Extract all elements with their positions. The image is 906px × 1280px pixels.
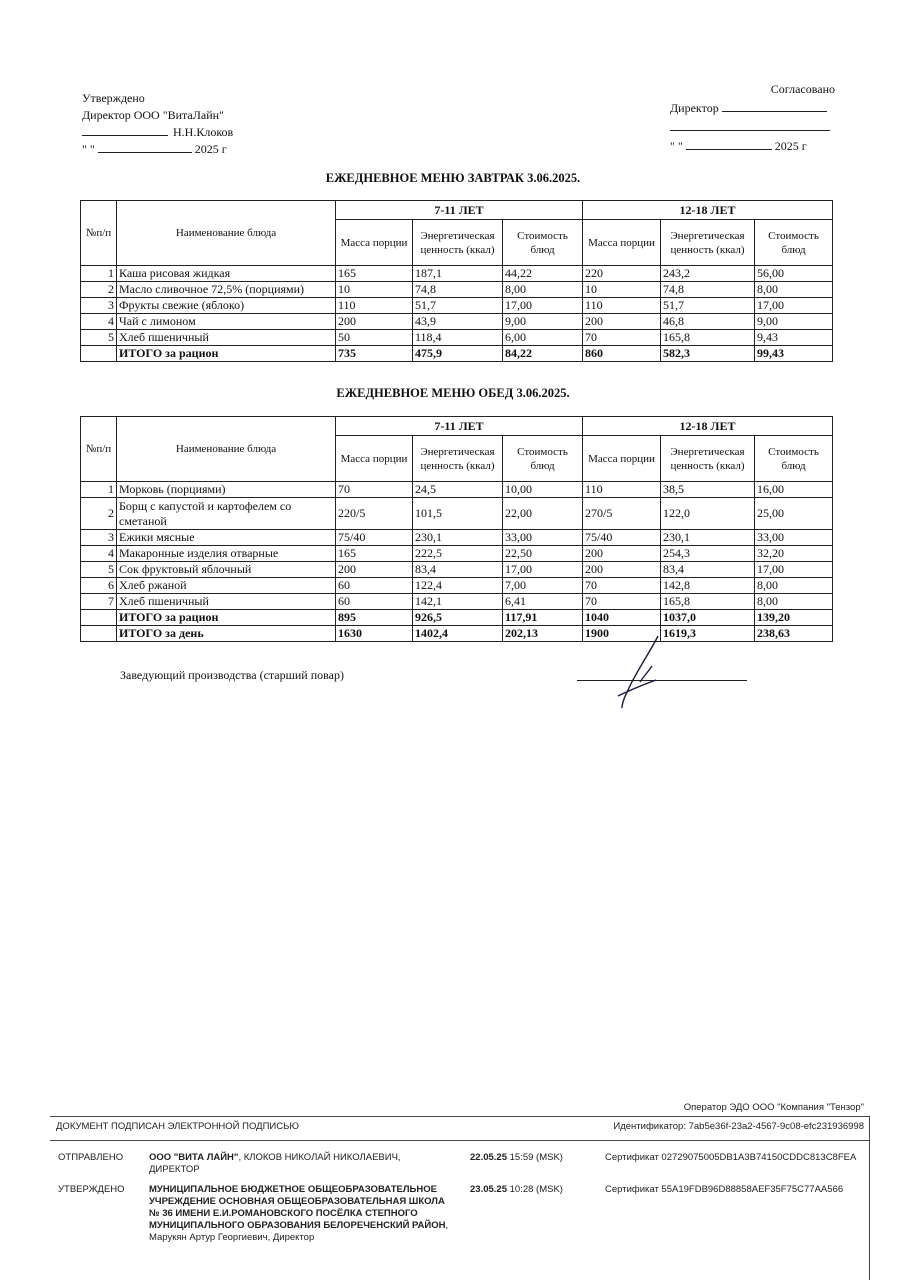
mass-12-18: 200 xyxy=(583,562,661,578)
table-row xyxy=(81,282,833,298)
date-line-left xyxy=(82,141,233,158)
mass-7-11: 200 xyxy=(336,562,413,578)
energy-7-11: 118,4 xyxy=(413,330,503,346)
divider xyxy=(869,1116,870,1280)
dish-name: Масло сливочное 72,5% (порциями) xyxy=(117,282,336,298)
col-energy-header: Энергетическая ценность (ккал) xyxy=(413,220,503,266)
dish-name: Фрукты свежие (яблоко) xyxy=(117,298,336,314)
table-row xyxy=(81,330,833,346)
date-blank xyxy=(98,141,192,153)
sent-datetime xyxy=(470,1152,563,1163)
sent-signer xyxy=(149,1152,449,1176)
approved-datetime xyxy=(470,1184,563,1195)
total-value: 1619,3 xyxy=(661,626,755,642)
edo-signature-block xyxy=(50,1102,870,1280)
age-group-7-11: 7-11 ЛЕТ xyxy=(336,201,583,220)
total-value: 117,91 xyxy=(503,610,583,626)
table-row xyxy=(81,562,833,578)
row-number: 4 xyxy=(81,314,117,330)
energy-12-18: 46,8 xyxy=(661,314,755,330)
table-row xyxy=(81,314,833,330)
energy-12-18: 165,8 xyxy=(661,594,755,610)
total-value: 84,22 xyxy=(503,346,583,362)
doc-signed-label: ДОКУМЕНТ ПОДПИСАН ЭЛЕКТРОННОЙ ПОДПИСЬЮ xyxy=(56,1121,299,1132)
director-line-right xyxy=(670,99,835,118)
table-row xyxy=(81,266,833,282)
total-label: ИТОГО за рацион xyxy=(117,346,336,362)
date-quote: " " xyxy=(82,142,95,156)
total-row xyxy=(81,346,833,362)
mass-12-18: 70 xyxy=(583,578,661,594)
cost-7-11: 6,00 xyxy=(503,330,583,346)
table-row xyxy=(81,498,833,530)
energy-7-11: 43,9 xyxy=(413,314,503,330)
col-energy-header: Энергетическая ценность (ккал) xyxy=(413,436,503,482)
energy-7-11: 83,4 xyxy=(413,562,503,578)
col-mass-header: Масса порции xyxy=(583,220,661,266)
cost-7-11: 33,00 xyxy=(503,530,583,546)
cost-12-18: 16,00 xyxy=(755,482,833,498)
col-cost-header: Стоимость блюд xyxy=(503,220,583,266)
sent-date: 22.05.25 xyxy=(470,1152,507,1163)
chef-signature-label: Заведующий производства (старший повар) xyxy=(120,668,344,682)
total-value: 1630 xyxy=(336,626,413,642)
row-number: 1 xyxy=(81,266,117,282)
energy-7-11: 187,1 xyxy=(413,266,503,282)
energy-7-11: 122,4 xyxy=(413,578,503,594)
mass-7-11: 220/5 xyxy=(336,498,413,530)
cost-12-18: 33,00 xyxy=(755,530,833,546)
table-row xyxy=(81,594,833,610)
cost-12-18: 32,20 xyxy=(755,546,833,562)
age-group-7-11: 7-11 ЛЕТ xyxy=(336,417,583,436)
table-row xyxy=(81,530,833,546)
mass-7-11: 10 xyxy=(336,282,413,298)
energy-7-11: 51,7 xyxy=(413,298,503,314)
age-group-12-18: 12-18 ЛЕТ xyxy=(583,201,833,220)
row-number: 7 xyxy=(81,594,117,610)
energy-12-18: 83,4 xyxy=(661,562,755,578)
energy-12-18: 142,8 xyxy=(661,578,755,594)
approved-org: МУНИЦИПАЛЬНОЕ БЮДЖЕТНОЕ ОБЩЕОБРАЗОВАТЕЛЬНОЕ УЧРЕЖДЕНИЕ ОСНОВНАЯ ОБЩЕОБРАЗОВАТЕЛЬНАЯ ШКОЛА № 36 ИМЕНИ Е.И.РОМАНОВСКОГО ПОСЁЛКА СТЕПНОГО МУНИЦИПАЛЬНОГО ОБРАЗОВАНИЯ БЕЛОРЕЧЕНСКИЙ РАЙОН xyxy=(149,1184,446,1231)
approval-block-left xyxy=(82,90,233,158)
date-quote-right: " " xyxy=(670,139,683,153)
col-energy-header: Энергетическая ценность (ккал) xyxy=(661,436,755,482)
agreed-label: Согласовано xyxy=(770,82,835,96)
approved-edo-label: УТВЕРЖДЕНО xyxy=(58,1184,125,1195)
row-number: 5 xyxy=(81,562,117,578)
energy-12-18: 165,8 xyxy=(661,330,755,346)
row-number: 3 xyxy=(81,298,117,314)
col-energy-header: Энергетическая ценность (ккал) xyxy=(661,220,755,266)
col-num-header: №п/п xyxy=(81,417,117,482)
date-line-right xyxy=(670,137,835,156)
date-year: 2025 г xyxy=(194,142,227,156)
total-value xyxy=(81,346,117,362)
row-number: 1 xyxy=(81,482,117,498)
total-value: 238,63 xyxy=(755,626,833,642)
breakfast-table xyxy=(80,200,833,362)
energy-12-18: 243,2 xyxy=(661,266,755,282)
handwritten-signature-icon xyxy=(600,632,680,712)
cost-12-18: 17,00 xyxy=(755,298,833,314)
table-row xyxy=(81,298,833,314)
cost-7-11: 8,00 xyxy=(503,282,583,298)
energy-12-18: 122,0 xyxy=(661,498,755,530)
mass-7-11: 165 xyxy=(336,266,413,282)
col-cost-header: Стоимость блюд xyxy=(755,220,833,266)
blank-line-right xyxy=(670,118,835,137)
energy-7-11: 74,8 xyxy=(413,282,503,298)
approved-certificate: Сертификат 55A19FDB96D88858AEF35F75C77AA566 xyxy=(605,1184,844,1195)
director-title: Директор ООО "ВитаЛайн" xyxy=(82,108,224,122)
row-number: 2 xyxy=(81,498,117,530)
total-value: 735 xyxy=(336,346,413,362)
total-value: 139,20 xyxy=(755,610,833,626)
mass-7-11: 165 xyxy=(336,546,413,562)
cost-7-11: 17,00 xyxy=(503,298,583,314)
total-label: ИТОГО за день xyxy=(117,626,336,642)
dish-name: Ежики мясные xyxy=(117,530,336,546)
mass-7-11: 200 xyxy=(336,314,413,330)
mass-7-11: 50 xyxy=(336,330,413,346)
mass-12-18: 200 xyxy=(583,546,661,562)
total-value: 895 xyxy=(336,610,413,626)
row-number: 5 xyxy=(81,330,117,346)
age-group-12-18: 12-18 ЛЕТ xyxy=(583,417,833,436)
doc-identifier: Идентификатор: 7ab5e36f-23a2-4567-9c08-efc231936998 xyxy=(613,1121,864,1132)
director-signature-line xyxy=(82,124,233,141)
lunch-table xyxy=(80,416,833,642)
mass-12-18: 110 xyxy=(583,298,661,314)
total-value xyxy=(81,610,117,626)
sent-certificate: Сертификат 02729075005DB1A3B74150CDDC813C8FEA xyxy=(605,1152,857,1163)
table-row xyxy=(81,546,833,562)
blank-underline xyxy=(670,119,830,131)
cost-7-11: 10,00 xyxy=(503,482,583,498)
energy-12-18: 51,7 xyxy=(661,298,755,314)
total-value: 1900 xyxy=(583,626,661,642)
sent-person: , КЛОКОВ НИКОЛАЙ НИКОЛАЕВИЧ, ДИРЕКТОР xyxy=(149,1152,401,1175)
cost-12-18: 8,00 xyxy=(755,282,833,298)
col-name-header: Наименование блюда xyxy=(117,417,336,482)
cost-12-18: 8,00 xyxy=(755,594,833,610)
date-blank-right xyxy=(686,138,772,150)
cost-7-11: 6,41 xyxy=(503,594,583,610)
mass-12-18: 75/40 xyxy=(583,530,661,546)
col-mass-header: Масса порции xyxy=(336,220,413,266)
col-mass-header: Масса порции xyxy=(583,436,661,482)
energy-7-11: 101,5 xyxy=(413,498,503,530)
mass-12-18: 200 xyxy=(583,314,661,330)
energy-7-11: 222,5 xyxy=(413,546,503,562)
mass-12-18: 270/5 xyxy=(583,498,661,530)
lunch-title: ЕЖЕДНЕВНОЕ МЕНЮ ОБЕД 3.06.2025. xyxy=(336,386,570,400)
cost-7-11: 22,50 xyxy=(503,546,583,562)
mass-12-18: 70 xyxy=(583,330,661,346)
cost-12-18: 17,00 xyxy=(755,562,833,578)
total-value: 475,9 xyxy=(413,346,503,362)
dish-name: Макаронные изделия отварные xyxy=(117,546,336,562)
mass-12-18: 110 xyxy=(583,482,661,498)
cost-7-11: 44,22 xyxy=(503,266,583,282)
approved-time: 10:28 (MSK) xyxy=(506,1184,563,1195)
divider xyxy=(50,1140,870,1141)
cost-12-18: 9,43 xyxy=(755,330,833,346)
dish-name: Морковь (порциями) xyxy=(117,482,336,498)
mass-12-18: 70 xyxy=(583,594,661,610)
director-label: Директор xyxy=(670,101,719,115)
cost-12-18: 56,00 xyxy=(755,266,833,282)
director-name: Н.Н.Клоков xyxy=(173,125,234,139)
total-value: 926,5 xyxy=(413,610,503,626)
table-row xyxy=(81,578,833,594)
total-value xyxy=(81,626,117,642)
approved-signer xyxy=(149,1184,449,1244)
divider xyxy=(50,1116,870,1117)
mass-7-11: 60 xyxy=(336,594,413,610)
mass-7-11: 110 xyxy=(336,298,413,314)
col-cost-header: Стоимость блюд xyxy=(503,436,583,482)
col-mass-header: Масса порции xyxy=(336,436,413,482)
approved-person: , Марукян Артур Георгиевич, Директор xyxy=(149,1220,449,1243)
dish-name: Хлеб ржаной xyxy=(117,578,336,594)
total-value: 1402,4 xyxy=(413,626,503,642)
cost-7-11: 7,00 xyxy=(503,578,583,594)
signature-blank xyxy=(82,124,168,136)
dish-name: Борщ с капустой и картофелем со сметаной xyxy=(117,498,336,530)
row-number: 3 xyxy=(81,530,117,546)
cost-12-18: 8,00 xyxy=(755,578,833,594)
total-value: 1037,0 xyxy=(661,610,755,626)
total-value: 202,13 xyxy=(503,626,583,642)
energy-12-18: 38,5 xyxy=(661,482,755,498)
sent-org: ООО "ВИТА ЛАЙН" xyxy=(149,1152,239,1163)
dish-name: Хлеб пшеничный xyxy=(117,594,336,610)
col-num-header: №п/п xyxy=(81,201,117,266)
energy-7-11: 142,1 xyxy=(413,594,503,610)
energy-12-18: 230,1 xyxy=(661,530,755,546)
mass-7-11: 75/40 xyxy=(336,530,413,546)
row-number: 2 xyxy=(81,282,117,298)
mass-7-11: 70 xyxy=(336,482,413,498)
dish-name: Сок фруктовый яблочный xyxy=(117,562,336,578)
total-value: 582,3 xyxy=(661,346,755,362)
cost-12-18: 25,00 xyxy=(755,498,833,530)
date-year-right: 2025 г xyxy=(774,139,807,153)
mass-12-18: 220 xyxy=(583,266,661,282)
dish-name: Хлеб пшеничный xyxy=(117,330,336,346)
cost-7-11: 17,00 xyxy=(503,562,583,578)
mass-7-11: 60 xyxy=(336,578,413,594)
energy-7-11: 230,1 xyxy=(413,530,503,546)
energy-12-18: 74,8 xyxy=(661,282,755,298)
col-name-header: Наименование блюда xyxy=(117,201,336,266)
cost-7-11: 22,00 xyxy=(503,498,583,530)
breakfast-title: ЕЖЕДНЕВНОЕ МЕНЮ ЗАВТРАК 3.06.2025. xyxy=(325,171,581,185)
total-row xyxy=(81,626,833,642)
total-value: 99,43 xyxy=(755,346,833,362)
total-value: 860 xyxy=(583,346,661,362)
approval-block-right xyxy=(670,80,835,156)
mass-12-18: 10 xyxy=(583,282,661,298)
sent-time: 15:59 (MSK) xyxy=(506,1152,563,1163)
total-label: ИТОГО за рацион xyxy=(117,610,336,626)
row-number: 4 xyxy=(81,546,117,562)
director-blank xyxy=(722,100,827,112)
energy-7-11: 24,5 xyxy=(413,482,503,498)
cost-7-11: 9,00 xyxy=(503,314,583,330)
edo-operator: Оператор ЭДО ООО "Компания "Тензор" xyxy=(683,1102,864,1113)
approved-date: 23.05.25 xyxy=(470,1184,507,1195)
dish-name: Чай с лимоном xyxy=(117,314,336,330)
total-value: 1040 xyxy=(583,610,661,626)
dish-name: Каша рисовая жидкая xyxy=(117,266,336,282)
total-row xyxy=(81,610,833,626)
approved-label: Утверждено xyxy=(82,91,145,105)
table-row xyxy=(81,482,833,498)
col-cost-header: Стоимость блюд xyxy=(755,436,833,482)
energy-12-18: 254,3 xyxy=(661,546,755,562)
sent-label: ОТПРАВЛЕНО xyxy=(58,1152,124,1163)
cost-12-18: 9,00 xyxy=(755,314,833,330)
row-number: 6 xyxy=(81,578,117,594)
